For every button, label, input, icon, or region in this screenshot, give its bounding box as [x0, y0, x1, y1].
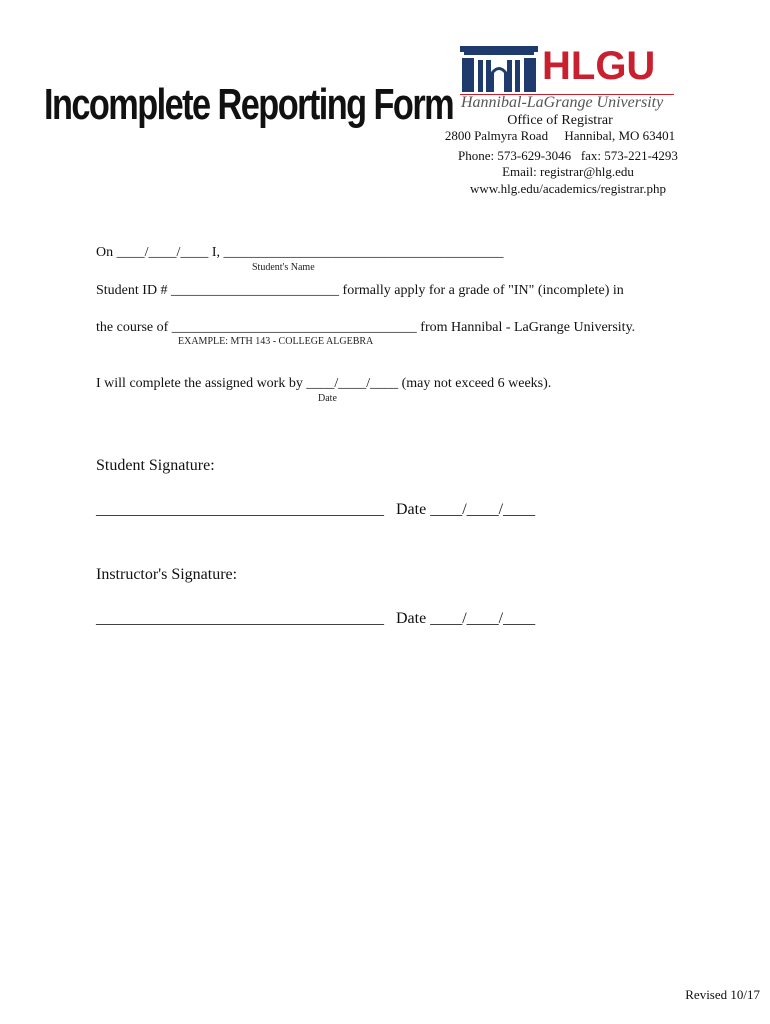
completion-date-line[interactable]: I will complete the assigned work by ____/____/____ (may not exceed 6 weeks). [96, 376, 552, 391]
office-address: 2800 Palmyra Road Hannibal, MO 63401 [444, 128, 676, 143]
completion-date-caption: Date [318, 393, 337, 404]
form-title: Incomplete Reporting Form [44, 80, 454, 129]
student-signature-label: Student Signature: [96, 457, 215, 474]
office-email: Email: registrar@hlg.edu [502, 164, 634, 179]
arch-icon [460, 46, 538, 92]
student-id-line[interactable]: Student ID # ________________________ formally apply for a grade of "IN" (incomplete) in [96, 283, 624, 298]
student-signature-line[interactable]: ____________________________________ Date ____/____/____ [96, 501, 536, 518]
student-name-caption: Student's Name [252, 262, 315, 273]
revision-note: Revised 10/17 [685, 987, 760, 1002]
hlgu-logo [460, 46, 680, 118]
office-phone: Phone: 573-629-3046 fax: 573-221-4293 [458, 148, 678, 163]
logo-wordmark: HLGU [542, 44, 656, 88]
office-name: Office of Registrar [507, 113, 613, 128]
instructor-signature-label: Instructor's Signature: [96, 566, 238, 583]
logo-university-name: Hannibal-LaGrange University [461, 94, 664, 111]
course-line[interactable]: the course of ___________________________________ from Hannibal - LaGrange University. [96, 320, 636, 335]
date-name-line[interactable]: On ____/____/____ I, ________________________________________ [96, 245, 504, 260]
office-website: www.hlg.edu/academics/registrar.php [470, 181, 666, 196]
instructor-signature-line[interactable]: ____________________________________ Date ____/____/____ [96, 610, 536, 627]
course-caption: EXAMPLE: MTH 143 - COLLEGE ALGEBRA [178, 336, 374, 347]
